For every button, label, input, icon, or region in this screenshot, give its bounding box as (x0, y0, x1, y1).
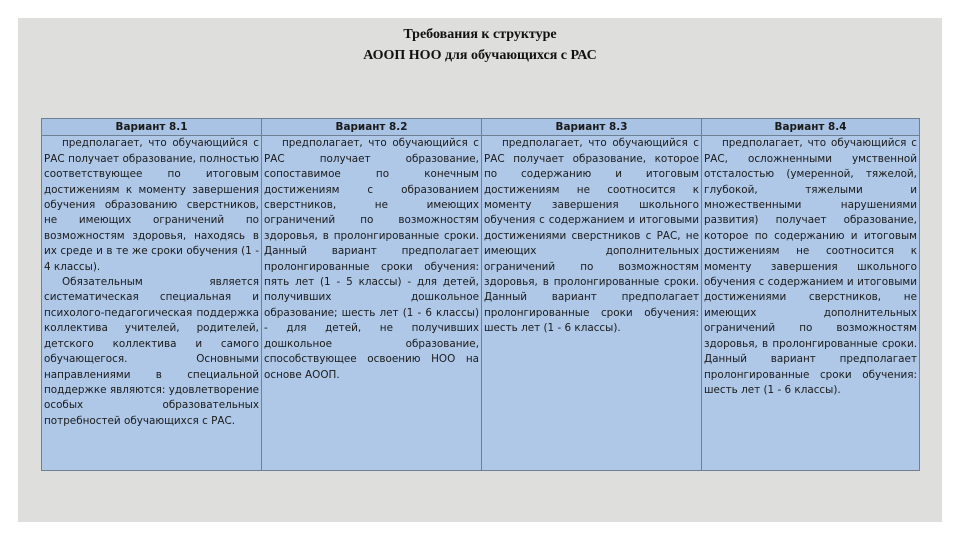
variant-8-1-paragraph-2: Обязательным является систематическая специальная и психолого-педагогическая поддержка коллектива учителей, родителей, детского коллектива и самого обучающегося. Основными направлениями в специальной поддержке являются: удовлетворение особых образовательных потребностей обучающихся с РАС. (44, 276, 259, 427)
slide (18, 18, 942, 522)
title-line-2: АООП НОО для обучающихся с РАС (363, 48, 597, 63)
variants-table (41, 118, 920, 471)
variant-text-8-2 (262, 136, 482, 471)
variant-header-8-3: Вариант 8.3 (482, 119, 702, 136)
variant-header-8-2: Вариант 8.2 (262, 119, 482, 136)
variant-8-3-paragraph-1: предполагает, что обучающийся с РАС получает образование, которое по содержанию и итоговым достижениям не соотносится к моменту завершения школьного обучения с содержанием и итоговыми достижениями сверстников с РАС, не имеющих дополнительных ограничений по возможностям здоровья, в пролонгированные сроки. Данный вариант предполагает пролонгированные сроки обучения: шесть лет (1 - 6 классы). (484, 137, 699, 335)
variant-text-8-4 (702, 136, 920, 471)
variants-header-row (42, 119, 920, 136)
variant-text-8-3 (482, 136, 702, 471)
slide-title (18, 22, 942, 66)
variants-body-row (42, 136, 920, 471)
title-line-1: Требования к структуре (403, 27, 557, 42)
variant-8-1-paragraph-1: предполагает, что обучающийся с РАС получает образование, полностью соответствующее по итоговым достижениям к моменту завершения обучения образованию сверстников, не имеющих ограничений по возможностям здоровья, находясь в их среде и в те же сроки обучения (1 - 4 классы). (44, 137, 259, 273)
variant-8-2-paragraph-1: предполагает, что обучающийся с РАС получает образование, сопоставимое по конечным достижениям с образованием сверстников, не имеющих ограничений по возможностям здоровья, в пролонгированные сроки. Данный вариант предполагает пролонгированные сроки обучения: пять лет (1 - 5 классы) - для детей, получивших дошкольное образование; шесть лет (1 - 6 классы) - для детей, не получивших дошкольное образование, способствующее освоению НОО на основе АООП. (264, 137, 479, 381)
variant-header-8-4: Вариант 8.4 (702, 119, 920, 136)
variant-8-4-paragraph-1: предполагает, что обучающийся с РАС, осложненными умственной отсталостью (умеренной, тяжелой, глубокой, тяжелыми и множественными нарушениями развития) получает образование, которое по содержанию и итоговым достижениям не соотносится к моменту завершения школьного обучения с содержанием и итоговыми достижениями сверстников, не имеющих дополнительных ограничений по возможностям здоровья, в пролонгированные сроки. Данный вариант предполагает пролонгированные сроки обучения: шесть лет (1 - 6 классы). (704, 137, 917, 396)
variant-text-8-1 (42, 136, 262, 471)
variant-header-8-1: Вариант 8.1 (42, 119, 262, 136)
